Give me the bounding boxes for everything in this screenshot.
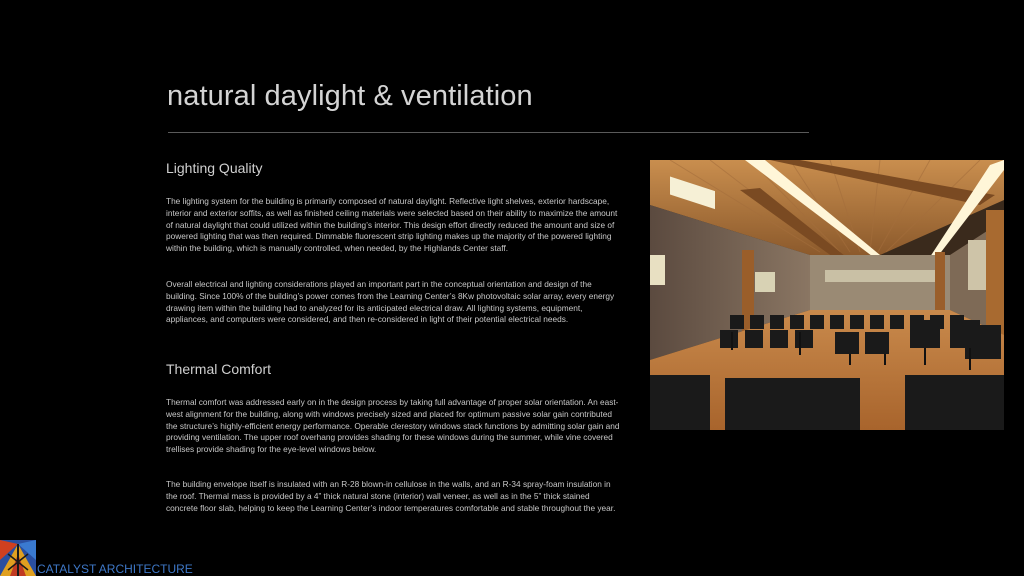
footer-company-name: CATALYST ARCHITECTURE: [37, 562, 193, 576]
section-heading-thermal: Thermal Comfort: [166, 361, 272, 377]
interior-photo: [650, 160, 1004, 430]
catalyst-logo-icon: [0, 540, 36, 576]
lighting-paragraph-1: The lighting system for the building is primarily composed of natural daylight. Reflective light shelves, exterior hardscape, interior and exterior soffits, as well as finished ceiling materials were selected based on their ability to maximize the amount of natural daylight that could utilized within the building’s interior. This design effort directly reduced the amount and size of powered lighting that was then required. Dimmable fluorescent strip lighting makes up the majority of the powered lighting within the building, which is manually controlled, when needed, by the Highlands Center staff.: [166, 196, 618, 254]
page-title: natural daylight & ventilation: [167, 80, 533, 112]
thermal-paragraph-2: The building envelope itself is insulated with an R-28 blown-in cellulose in the walls, and an R-34 spray-foam insulation in the roof. Thermal mass is provided by a 4” thick natural stone (interior) wall veneer, as well as in the 5” thick stained concrete floor slab, helping to keep the Learning Center’s indoor temperatures comfortable and stable throughout the year.: [166, 479, 616, 513]
section-heading-lighting: Lighting Quality: [166, 160, 263, 176]
thermal-paragraph-1: Thermal comfort was addressed early on in the design process by taking full advantage of proper solar orientation. An east-west alignment for the building, along with windows precisely sized and placed for optimum passive solar gain contributed the structure’s highly-efficient energy performance. Operable clerestory windows stack functions by admitting solar gain and providing ventilation. The upper roof overhang provides shading for these windows during the summer, while vine covered trellises provide shading for the eye-level windows below.: [166, 397, 620, 455]
interior-photo-illustration: [650, 160, 1004, 430]
lighting-paragraph-2: Overall electrical and lighting considerations played an important part in the conceptual orientation and design of the building. Since 100% of the building’s power comes from the Learning Center’s 8Kw photovoltaic solar array, every energy drawing item within the building had to analyzed for its anticipated electrical draw. All lighting systems, equipment, appliances, and computers were considered, and then re-considered in light of their potential electrical needs.: [166, 279, 615, 325]
title-divider: [168, 132, 809, 133]
